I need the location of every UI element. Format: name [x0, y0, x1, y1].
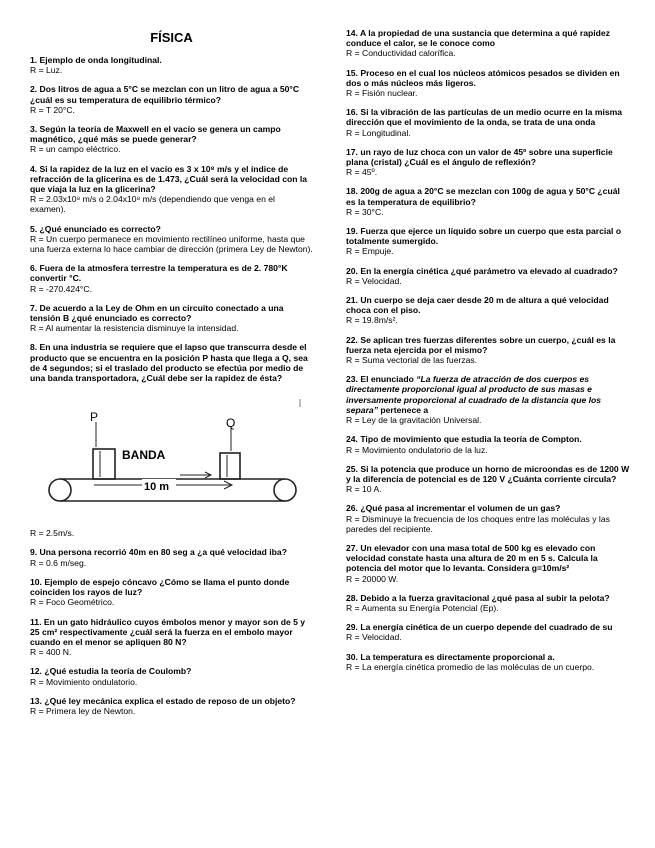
answer-text: R = 20000 W.: [346, 573, 399, 584]
question-item: [346, 543, 631, 584]
question-text: 7. De acuerdo a la Ley de Ohm en un circuito conectado a una tensión B ¿qué enunciado es correcto?: [30, 302, 284, 324]
question-text: 20. En la energía cinética ¿qué parámetro va elevado al cuadrado?: [346, 265, 618, 276]
answer-text: R = Ley de la gravitación Universal.: [346, 415, 482, 426]
answer-text: R = Empuje.: [346, 246, 394, 257]
answer-text: R = Foco Geométrico.: [30, 597, 115, 608]
question-item: [346, 28, 631, 59]
question-item: [346, 266, 631, 286]
question-text: 11. En un gato hidráulico cuyos émbolos menor y mayor son de 5 y 25 cm² respectivamente ¿cuál será la fuerza en el embolo mayor cuando en el menor se apliquen 80 N?: [30, 616, 306, 647]
label-p: P: [90, 410, 99, 425]
answer-text: R = Movimiento ondulatorio.: [30, 676, 138, 687]
question-list-right: [346, 28, 631, 672]
question-item: [30, 303, 313, 334]
question-item: [30, 696, 313, 716]
answer-text: R = Un cuerpo permanece en movimiento rectilíneo uniforme, hasta que una fuerza externa lo hace cambiar de dirección (primera Ley de Newton).: [30, 233, 313, 255]
conveyor-belt-diagram: [30, 387, 313, 523]
question-item: [30, 547, 313, 567]
question-item: [346, 295, 631, 326]
label-distance: 10 m: [144, 481, 170, 494]
left-column: [30, 0, 313, 725]
question-text: 13. ¿Qué ley mecánica explica el estado de reposo de un objeto?: [30, 695, 296, 706]
question-item: [30, 617, 313, 658]
question-text-part: “La fuerza de atracción de dos cuerpos es directamente proporcional igual al producto de sus masas e inversamente proporcional al cuadrado de la distancia que los separa”: [346, 374, 602, 415]
answer-text: R = 400 N.: [30, 647, 72, 658]
answer-text: R = Fisión nuclear.: [346, 88, 418, 99]
question-text: 1. Ejemplo de onda longitudinal.: [30, 55, 162, 65]
question-text: 3. Según la teoría de Maxwell en el vacío se genera un campo magnético, ¿qué más se puede generar?: [30, 124, 281, 145]
question-text: 16. Si la vibración de las partículas de un medio ocurre en la misma dirección que el movimiento de la onda, se trata de una onda: [346, 107, 623, 128]
question-text: 30. La temperatura es directamente proporcional a.: [346, 651, 555, 662]
right-column: [346, 0, 631, 681]
question-item: [346, 147, 631, 178]
question-item: [346, 335, 631, 366]
question-text: 26. ¿Qué pasa al incrementar el volumen de un gas?: [346, 503, 561, 514]
answer-text: R = 0.6 m/seg.: [30, 557, 87, 568]
answer-text: R = 30°C.: [346, 206, 384, 217]
question-text: 15. Proceso en el cual los núcleos atómicos pesados se dividen en dos o más núcleos más ligeros.: [346, 67, 620, 88]
question-item: [346, 503, 631, 534]
question-item: [346, 374, 631, 425]
question-text: 14. A la propiedad de una sustancia que determina a qué rapidez conduce el calor, se le conoce como: [346, 28, 610, 49]
answer-text: R = T 20°C.: [30, 104, 75, 115]
answer-text: R = 19.8m/s².: [346, 315, 398, 326]
answer-text: R = Luz.: [30, 65, 63, 76]
answer-text: R = -270.424°C.: [30, 283, 92, 294]
question-item: [346, 68, 631, 99]
question-item: [346, 464, 631, 495]
question-text: 4. Si la rapidez de la luz en el vacío es 3 x 10⁸ m/s y el índice de refracción de la glicerina es de 1.473, ¿Cuál será la velocidad con la que viaja la luz en la glicerina?: [30, 163, 308, 195]
belt-pulley-right: [274, 479, 296, 501]
question-text: 29. La energía cinética de un cuerpo depende del cuadrado de su: [346, 622, 613, 633]
answer-text: R = Al aumentar la resistencia disminuye la intensidad.: [30, 323, 239, 334]
question-item: [346, 622, 631, 642]
answer-text: R = Aumenta su Energía Potencial (Ep).: [346, 602, 499, 613]
question-text-part: pertenece a: [378, 404, 429, 415]
answer-text: R = 2.03x10⁸ m/s o 2.04x10⁸ m/s (dependiendo que venga en el examen).: [30, 194, 275, 215]
question-item: [346, 107, 631, 138]
answer-text: R = Velocidad.: [346, 632, 402, 643]
question-item: [30, 84, 313, 115]
question-item: [346, 593, 631, 613]
question-item: [30, 224, 313, 255]
answer-text: R = La energía cinética promedio de las moléculas de un cuerpo.: [346, 661, 595, 672]
answer-text: R = 2.5m/s.: [30, 528, 75, 539]
answer-text: R = un campo eléctrico.: [30, 144, 121, 155]
label-q: Q: [226, 416, 236, 431]
question-text: 10. Ejemplo de espejo cóncavo ¿Cómo se llama el punto donde coinciden los rayos de luz?: [30, 576, 290, 598]
question-item: [30, 342, 313, 538]
question-item: [346, 434, 631, 454]
question-text: 5. ¿Qué enunciado es correcto?: [30, 223, 161, 234]
question-text: 22. Se aplican tres fuerzas diferentes sobre un cuerpo, ¿cuál es la fuerza neta ejercida por el mismo?: [346, 334, 616, 355]
question-list-left: [30, 55, 313, 716]
question-item: [30, 263, 313, 294]
question-item: [30, 666, 313, 686]
question-text: 17. un rayo de luz choca con un valor de 45º sobre una superficie plana (cristal) ¿Cuál es el ángulo de reflexión?: [346, 146, 613, 168]
question-item: [30, 577, 313, 608]
answer-text: R = Movimiento ondulatorio de la luz.: [346, 444, 488, 455]
question-text: 28. Debido a la fuerza gravitacional ¿qué pasa al subir la pelota?: [346, 592, 610, 603]
answer-text: R = Disminuye la frecuencia de los choques entre las moléculas y las paredes del recipiente.: [346, 513, 610, 534]
answer-text: R = Primera ley de Newton.: [30, 705, 136, 716]
answer-text: R = 10 A.: [346, 484, 382, 495]
question-text: [346, 374, 631, 415]
answer-text: R = Conductividad calorífica.: [346, 48, 456, 59]
question-item: [30, 164, 313, 215]
question-text: 6. Fuera de la atmosfera terrestre la temperatura es de 2. 780°K convertir °C.: [30, 263, 288, 284]
question-text: 12. ¿Qué estudia la teoría de Coulomb?: [30, 666, 192, 677]
answer-text: R = Longitudinal.: [346, 127, 411, 138]
box-q: [220, 453, 240, 479]
question-text: 8. En una industria se requiere que el lapso que transcurra desde el producto que se encuentra en la posición P hasta que llega a Q, sea de 4 segundos; si el traslado del producto se efectúa por medio de una banda transportadora, ¿Cuál debe ser la rapidez de ésta?: [30, 342, 308, 384]
question-text: 9. Una persona recorrió 40m en 80 seg a ¿a qué velocidad iba?: [30, 547, 287, 558]
question-item: [346, 226, 631, 257]
page-title: FÍSICA: [150, 30, 193, 45]
answer-text: R = Velocidad.: [346, 275, 402, 286]
answer-text: R = 45º.: [346, 167, 378, 178]
question-text-part: 23. El enunciado: [346, 374, 417, 385]
answer-text: R = Suma vectorial de las fuerzas.: [346, 355, 478, 366]
question-item: [346, 186, 631, 217]
question-text: 21. Un cuerpo se deja caer desde 20 m de altura a qué velocidad choca con el piso.: [346, 295, 609, 316]
box-p: [93, 449, 115, 479]
question-text: 2. Dos litros de agua a 5°C se mezclan con un litro de agua a 50°C ¿cuál es su temperatura de equilibrio térmico?: [30, 84, 300, 105]
question-text: 18. 200g de agua a 20°C se mezclan con 100g de agua y 50°C ¿cuál es la temperatura de equilibrio?: [346, 186, 620, 207]
belt-pulley-left: [49, 479, 71, 501]
question-text: 19. Fuerza que ejerce un líquido sobre un cuerpo que esta parcial o totalmente sumergido.: [346, 226, 622, 247]
question-text: 24. Tipo de movimiento que estudia la teoría de Compton.: [346, 434, 582, 445]
question-text: 25. Si la potencia que produce un horno de microondas es de 1200 W y la diferencia de potencial es de 120 V ¿Cuánta corriente circula?: [346, 463, 630, 484]
label-banda: BANDA: [122, 448, 166, 463]
question-item: [30, 124, 313, 155]
question-text: 27. Un elevador con una masa total de 500 kg es elevado con velocidad constate hasta una altura de 20 m en 5 s. Calcula la potencia del motor que lo levanta. Considera g=10m/s²: [346, 542, 598, 574]
question-item: [30, 55, 313, 75]
question-item: [346, 652, 631, 672]
